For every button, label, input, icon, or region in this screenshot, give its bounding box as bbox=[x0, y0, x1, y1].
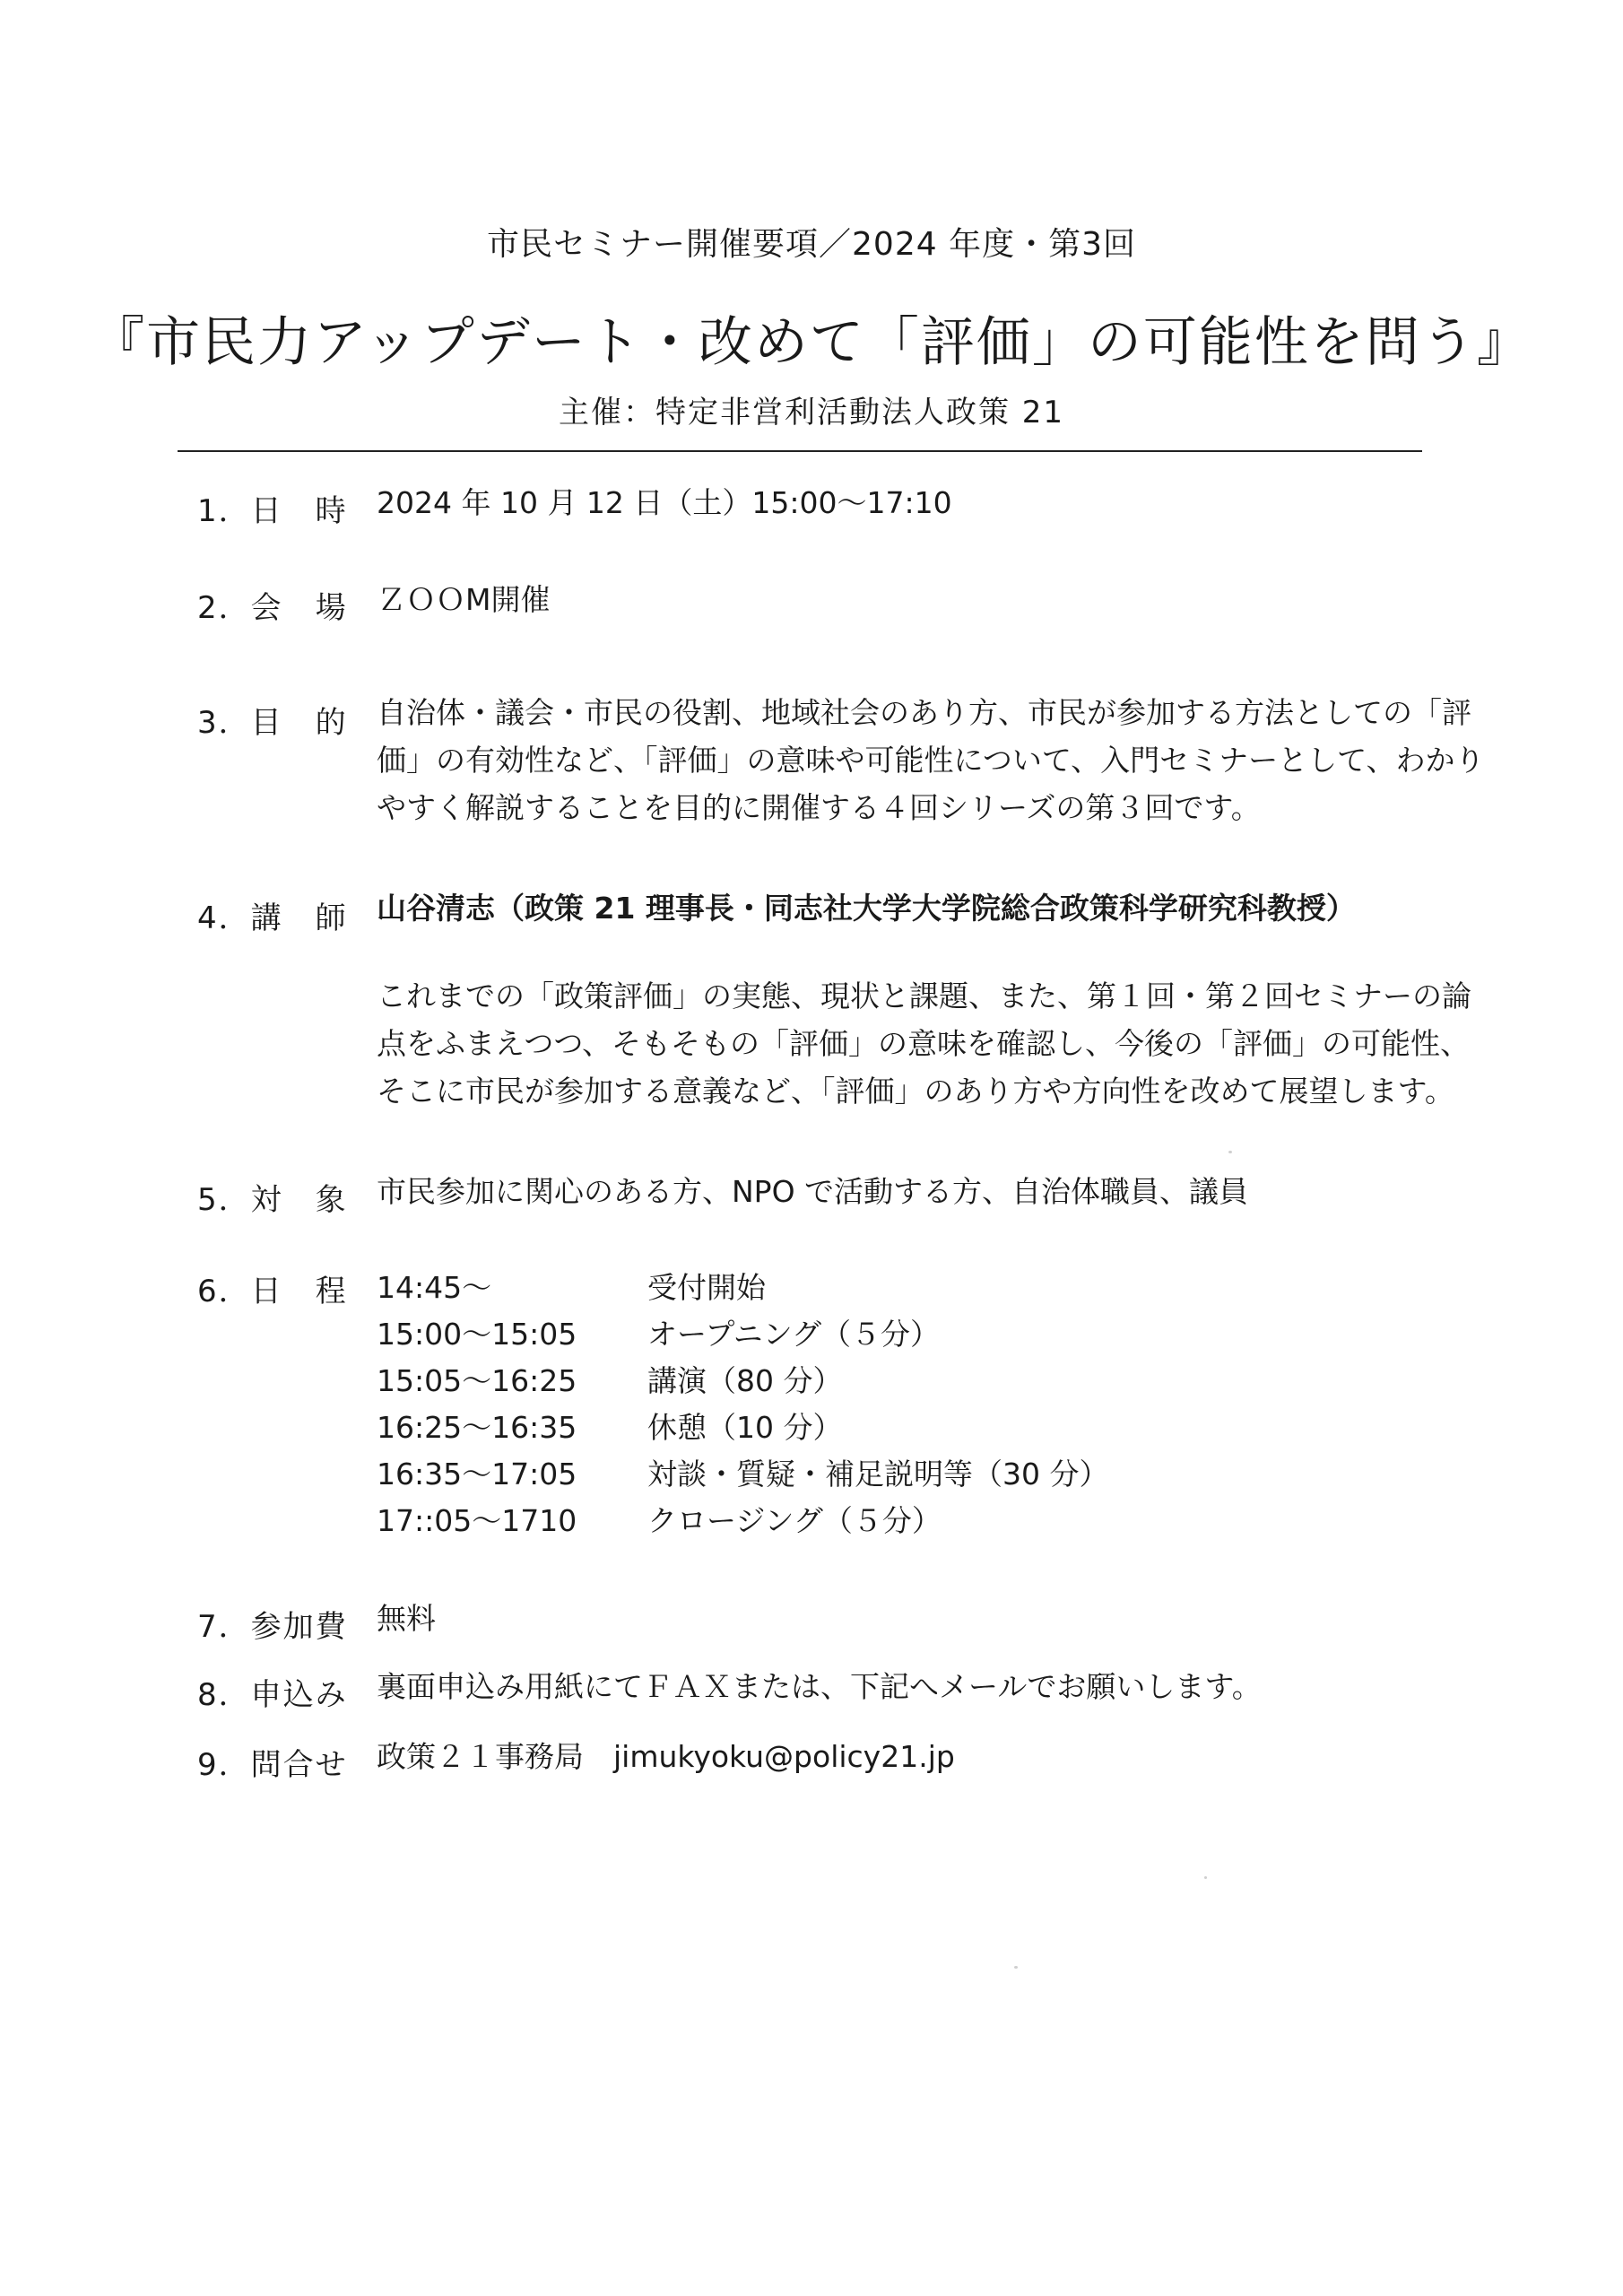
lecture-description-line: 点をふまえつつ、そもそもの「評価」の意味を確認し、今後の「評価」の可能性、 bbox=[377, 1026, 1471, 1061]
schedule-time: 16:25～16:35 bbox=[377, 1410, 577, 1445]
schedule-time: 15:05～16:25 bbox=[377, 1363, 577, 1398]
item-value-venue: ＺＯＯM開催 bbox=[377, 582, 551, 617]
seminar-subtitle: 市民セミナー開催要項／2024 年度・第3回 bbox=[487, 226, 1136, 263]
schedule-event: 対談・質疑・補足説明等（30 分） bbox=[647, 1457, 1109, 1492]
item-value-date: 2024 年 10 月 12 日（土）15:00～17:10 bbox=[377, 485, 952, 520]
organizer: 主催：特定非営利活動法人政策 21 bbox=[558, 395, 1065, 430]
schedule-event: 受付開始 bbox=[647, 1270, 766, 1305]
schedule-time: 17::05～1710 bbox=[377, 1503, 577, 1538]
schedule-event: オープニング（５分） bbox=[647, 1317, 941, 1352]
schedule-event: 講演（80 分） bbox=[647, 1363, 843, 1398]
header-divider bbox=[178, 450, 1422, 452]
lecture-description-line: そこに市民が参加する意義など、「評価」のあり方や方向性を改めて展望します。 bbox=[377, 1074, 1454, 1109]
seminar-title: 『市民力アップデート・改めて「評価」の可能性を問う』 bbox=[91, 311, 1532, 374]
item-label-date: 1．日 時 bbox=[197, 493, 348, 529]
item-value-target: 市民参加に関心のある方、NPO で活動する方、自治体職員、議員 bbox=[377, 1174, 1249, 1209]
lecture-description-line: これまでの「政策評価」の実態、現状と課題、また、第１回・第２回セミナーの論 bbox=[377, 978, 1471, 1013]
purpose-line: やすく解説することを目的に開催する４回シリーズの第３回です。 bbox=[377, 790, 1261, 825]
schedule-time: 16:35～17:05 bbox=[377, 1457, 577, 1492]
lecturer-name: 山谷清志（政策 21 理事長・同志社大学大学院総合政策科学研究科教授） bbox=[377, 891, 1356, 926]
schedule-event: 休憩（10 分） bbox=[647, 1410, 843, 1445]
item-value-application: 裏面申込み用紙にてＦＡＸまたは、下記へメールでお願いします。 bbox=[377, 1669, 1262, 1704]
item-label-contact: 9．問合せ bbox=[197, 1747, 348, 1783]
item-label-purpose: 3．目 的 bbox=[197, 705, 348, 741]
scan-speck bbox=[1014, 1966, 1018, 1969]
item-value-fee: 無料 bbox=[377, 1601, 436, 1636]
item-label-target: 5．対 象 bbox=[197, 1182, 348, 1218]
item-label-lecturer: 4．講 師 bbox=[197, 900, 348, 936]
schedule-time: 15:00～15:05 bbox=[377, 1317, 577, 1352]
item-label-fee: 7．参加費 bbox=[197, 1609, 348, 1645]
schedule-event: クロージング（５分） bbox=[647, 1503, 942, 1538]
item-label-venue: 2．会 場 bbox=[197, 590, 348, 626]
purpose-line: 価」の有効性など、「評価」の意味や可能性について、入門セミナーとして、わかり bbox=[377, 743, 1485, 778]
scan-speck bbox=[1228, 1151, 1232, 1153]
purpose-line: 自治体・議会・市民の役割、地域社会のあり方、市民が参加する方法としての「評 bbox=[377, 695, 1471, 730]
item-label-schedule: 6．日 程 bbox=[197, 1274, 348, 1309]
scan-speck bbox=[1204, 1876, 1207, 1879]
schedule-time: 14:45～ bbox=[377, 1270, 492, 1305]
item-value-contact: 政策２１事務局 jimukyoku@policy21.jp bbox=[377, 1739, 955, 1774]
item-label-application: 8．申込み bbox=[197, 1677, 348, 1713]
